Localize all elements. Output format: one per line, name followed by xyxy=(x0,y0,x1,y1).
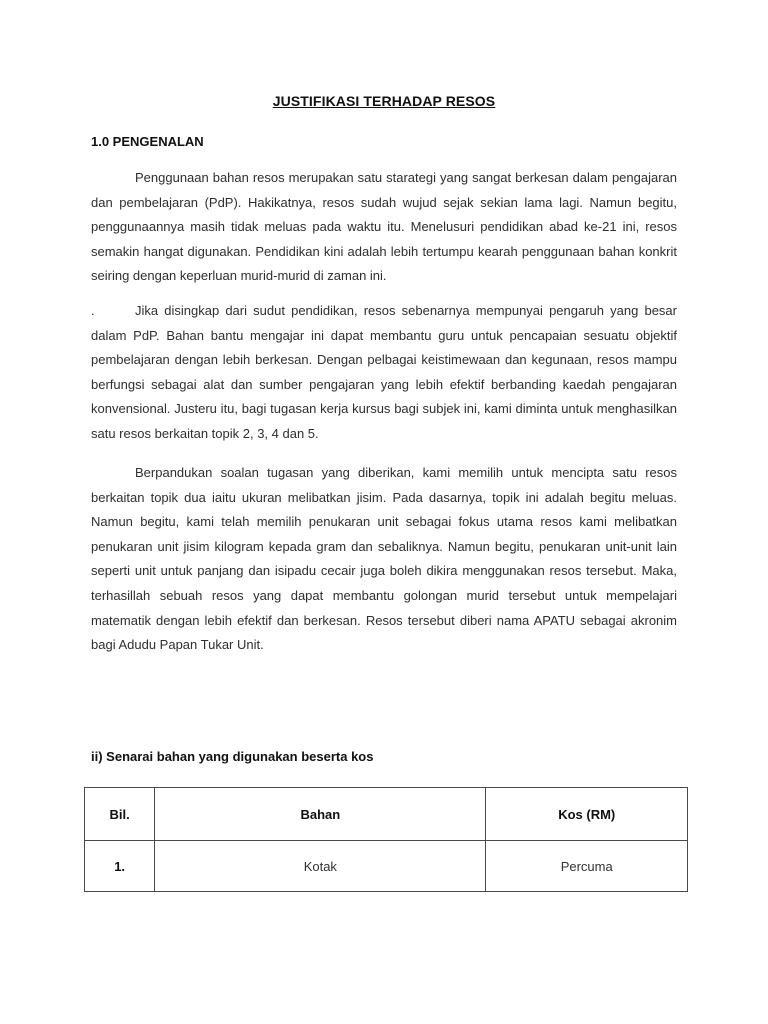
materials-list-heading: ii) Senarai bahan yang digunakan beserta kos xyxy=(91,749,374,764)
section-heading: 1.0 PENGENALAN xyxy=(91,134,204,149)
paragraph-resource-choice: Berpandukan soalan tugasan yang diberikan, kami memilih untuk mencipta satu resos berkaitan topik dua iaitu ukuran melibatkan jisim. Pada dasarnya, topik ini adalah begitu meluas. Namun begitu, kami telah memilih penukaran unit sebagai fokus utama resos kami melibatkan penukaran unit jisim kilogram kepada gram dan sebaliknya. Namun begitu, penukaran unit-unit lain seperti unit untuk panjang dan isipadu cecair juga boleh dikira menggunakan resos tersebut. Maka, terhasillah sebuah resos yang dapat membantu golongan murid tersebut untuk mempelajari matematik dengan lebih efektif dan berkesan. Resos tersebut diberi nama APATU sebagai akronim bagi Adudu Papan Tukar Unit. xyxy=(91,465,677,653)
table-header-row xyxy=(85,788,688,841)
table-cell-bil: 1. xyxy=(85,841,155,892)
paragraph-education-text: Jika disingkap dari sudut pendidikan, resos sebenarnya mempunyai pengaruh yang besar dalam PdP. Bahan bantu mengajar ini dapat membantu guru untuk pencapaian sesuatu objektif pembelajaran dengan lebih berkesan. Dengan pelbagai keistimewaan dan kegunaan, resos mampu berfungsi sebagai alat dan sumber pengajaran yang lebih efektif berbanding kaedah pengajaran konvensional. Justeru itu, bagi tugasan kerja kursus bagi subjek ini, kami diminta untuk menghasilkan satu resos berkaitan topik 2, 3, 4 dan 5. xyxy=(91,303,677,441)
table-header-bil: Bil. xyxy=(85,788,155,841)
table-row xyxy=(85,841,688,892)
materials-table xyxy=(84,787,688,892)
paragraph-education xyxy=(91,299,677,447)
table-cell-kos: Percuma xyxy=(486,841,688,892)
table-cell-bahan: Kotak xyxy=(155,841,486,892)
paragraph-lead-dot: . xyxy=(91,303,95,318)
paragraph-intro: Penggunaan bahan resos merupakan satu starategi yang sangat berkesan dalam pengajaran dan pembelajaran (PdP). Hakikatnya, resos sudah wujud sejak sekian lama lagi. Namun begitu, penggunaannya masih tidak meluas pada waktu itu. Menelusuri pendidikan abad ke-21 ini, resos semakin hangat digunakan. Pendidikan kini adalah lebih tertumpu kearah penggunaan bahan konkrit seiring dengan keperluan murid-murid di zaman ini. xyxy=(91,170,677,284)
table-header-bahan: Bahan xyxy=(155,788,486,841)
document-title: JUSTIFIKASI TERHADAP RESOS xyxy=(272,93,496,109)
table-header-kos: Kos (RM) xyxy=(486,788,688,841)
